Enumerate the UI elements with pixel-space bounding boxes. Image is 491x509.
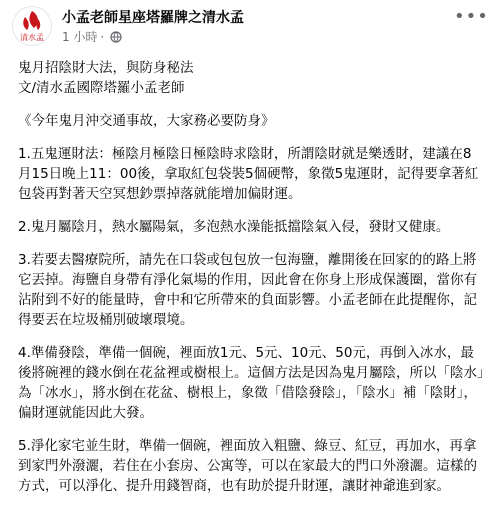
post-meta xyxy=(62,28,122,45)
post-header xyxy=(12,6,489,46)
post-headline: 《今年鬼月沖交通事故，大家務必要防身》 xyxy=(18,113,275,129)
more-options-button[interactable] xyxy=(454,6,489,34)
avatar-logo xyxy=(13,7,51,45)
more-horizontal-icon: ••• xyxy=(454,6,489,27)
post-item-5: 5.淨化家宅並生財，準備一個碗，裡面放入粗鹽、綠豆、紅豆，再加水，再拿到家門外潑灑，若住在小套房、公寓等，可以在家最大的門口外潑灑。這樣的方式，可以淨化、提升用錢智商，也有助於提升財運，讓財神爺進到家。 xyxy=(18,438,477,494)
post-item-2: 2.鬼月屬陰月，熱水屬陽氣，多泡熱水澡能抵擋陰氣入侵，發財又健康。 xyxy=(18,219,450,235)
post-item-3: 3.若要去醫療院所，請先在口袋或包包放一包海鹽，離開後在回家的的路上將它丟掉。海鹽自身帶有淨化氣場的作用，因此會在你身上形成保護圈，當你有沾附到不好的能量時，會中和它所帶來的負面影響。小孟老師在此提醒你，記得要丟在垃圾桶別破壞環境。 xyxy=(18,252,477,328)
post-intro: 鬼月招陰財大法，與防身秘法 文/清水孟國際塔羅小孟老師 xyxy=(18,60,194,96)
post-item-4: 4.準備發陰，準備一個碗，裡面放1元、5元、10元、50元，再倒入冰水，最後將碗裡的錢水倒在花盆裡或樹根上。這個方法是因為鬼月屬陰，所以「陰水」為「冰水」，將水倒在花盆、樹根上，象徵「借陰發陰」，「陰水」補「陰財」，偏財運就能因此大發。 xyxy=(18,345,484,421)
post-item-1: 1.五鬼運財法：極陰月極陰日極陰時求陰財，所謂陰財就是樂透財，建議在8月15日晚上11：00後，拿取紅包袋裝5個硬幣，象徵5鬼運財，記得要拿著紅包袋再對著天空冥想鈔票掉落就能增加偏財運。 xyxy=(18,146,479,202)
author-name[interactable]: 小孟老師星座塔羅牌之清水孟 xyxy=(62,10,244,26)
globe-icon[interactable] xyxy=(110,31,122,43)
meta-separator: · xyxy=(100,30,105,44)
avatar[interactable] xyxy=(12,6,52,46)
post-time[interactable]: 1 小時 xyxy=(62,30,98,44)
avatar-label: 清水孟 xyxy=(20,33,44,42)
post-body xyxy=(18,58,484,509)
